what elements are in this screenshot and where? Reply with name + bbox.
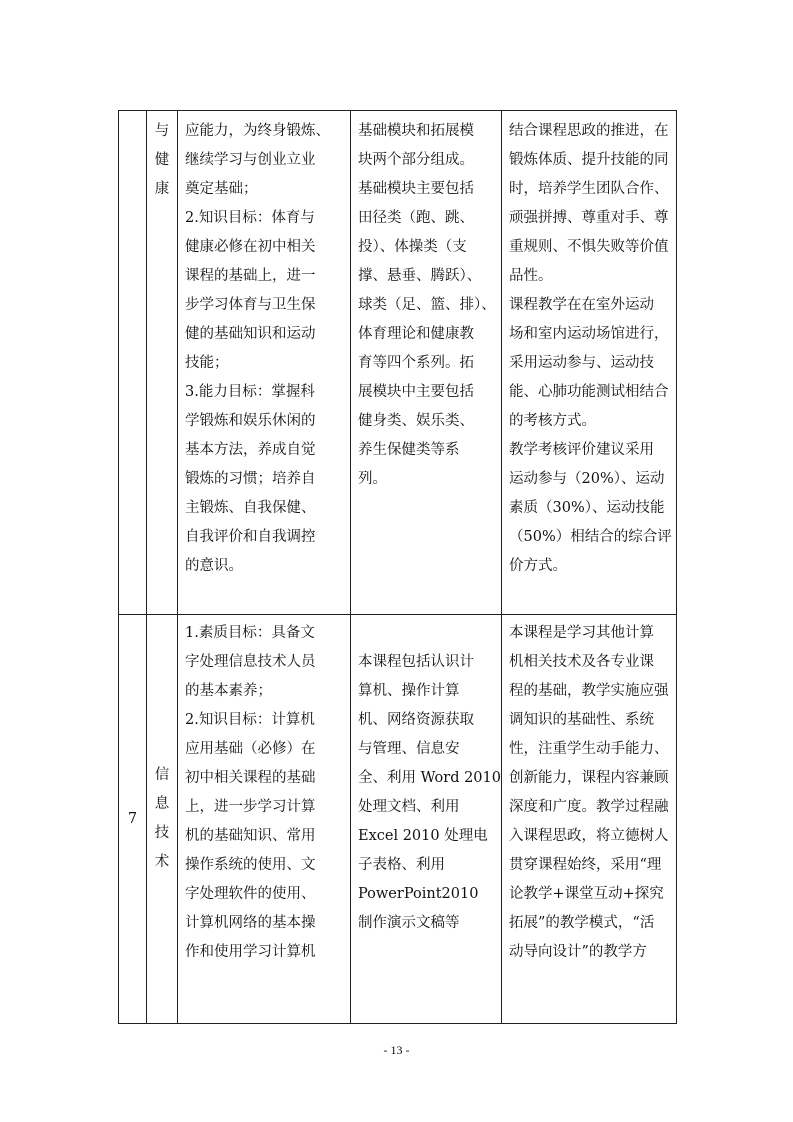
course-name-char: 与 <box>154 123 170 139</box>
content-line: 育等四个系列。拓 <box>358 355 474 371</box>
goal-line: 奠定基础； <box>185 181 258 197</box>
goal-line: 初中相关课程的基础 <box>185 770 316 786</box>
requirement-line: 的考核方式。 <box>509 413 596 429</box>
requirement-line: 时，培养学生团队合作、 <box>509 181 669 197</box>
requirement-line: 顽强拼搏、尊重对手、尊 <box>509 210 669 226</box>
content-line: 健身类、娱乐类、 <box>358 413 474 429</box>
content-line: 子表格、利用 <box>358 857 445 873</box>
course-name-cell <box>147 615 178 1024</box>
goal-line: 作和使用学习计算机 <box>185 944 316 960</box>
goal-line: 技能； <box>185 355 229 371</box>
course-name-char: 康 <box>154 181 170 197</box>
course-name-cell <box>147 111 178 615</box>
page-number: - 13 - <box>383 1043 410 1057</box>
table-row <box>119 615 677 1024</box>
table-row <box>119 111 677 615</box>
course-name-char: 信 <box>154 767 170 783</box>
course-content-cell <box>351 615 502 1024</box>
content-line: 基础模块主要包括 <box>358 181 474 197</box>
course-requirements-cell <box>502 111 677 615</box>
requirement-line: 论教学+课堂互动+探究 <box>509 886 664 902</box>
content-line: 投）、体操类（支 <box>358 239 467 255</box>
requirement-line: 场和室内运动场馆进行， <box>509 326 669 342</box>
requirement-line: 能、心肺功能测试相结合 <box>509 384 669 400</box>
course-number: 7 <box>127 810 138 827</box>
content-line: 球类（足、篮、排）、 <box>358 297 496 313</box>
requirement-line: 课程教学在在室外运动 <box>509 297 654 313</box>
requirement-line: 锻炼体质、提升技能的同 <box>509 152 669 168</box>
goal-line: 2.知识目标：计算机 <box>185 712 315 728</box>
requirement-line: 教学考核评价建议采用 <box>509 442 654 458</box>
requirement-line: 运动参与（20%）、运动 <box>509 471 665 487</box>
content-line: 养生保健类等系 <box>358 442 460 458</box>
content-line: 基础模块和拓展模 <box>358 123 474 139</box>
goal-line: 健的基础知识和运动 <box>185 326 316 342</box>
goal-line: 上，进一步学习计算 <box>185 799 316 815</box>
course-requirements-cell <box>502 615 677 1024</box>
content-line: Excel 2010 处理电 <box>358 828 488 844</box>
content-line: 机、网络资源获取 <box>358 712 474 728</box>
requirement-line: 素质（30%）、运动技能 <box>509 500 665 516</box>
goal-line: 步学习体育与卫生保 <box>185 297 316 313</box>
requirement-line: 价方式。 <box>509 558 567 574</box>
requirement-line: 入课程思政，将立德树人 <box>509 828 669 844</box>
course-goals-cell <box>178 615 351 1024</box>
course-name-char: 术 <box>154 854 170 870</box>
course-number-cell <box>119 111 147 615</box>
requirement-line: 动导向设计”的教学方 <box>509 944 647 960</box>
course-number-cell <box>119 615 147 1024</box>
content-line: 田径类（跑、跳、 <box>358 210 474 226</box>
requirement-line: 结合课程思政的推进，在 <box>509 123 669 139</box>
requirement-line: 拓展”的教学模式，“活 <box>509 915 655 931</box>
content-line: 制作演示文稿等 <box>358 915 460 931</box>
requirement-line: 创新能力，课程内容兼顾 <box>509 770 669 786</box>
requirement-line: 贯穿课程始终，采用“理 <box>509 857 662 873</box>
content-line: 本课程包括认识计 <box>358 654 474 670</box>
goal-line: 主锻炼、自我保健、 <box>185 500 316 516</box>
goal-line: 健康必修在初中相关 <box>185 239 316 255</box>
goal-line: 课程的基础上，进一 <box>185 268 316 284</box>
goal-line: 学锻炼和娱乐休闲的 <box>185 413 316 429</box>
requirement-line: 深度和广度。教学过程融 <box>509 799 669 815</box>
goal-line: 计算机网络的基本操 <box>185 915 316 931</box>
requirement-line: 品性。 <box>509 268 553 284</box>
requirement-line: （50%）相结合的综合评 <box>509 529 672 545</box>
content-line: 撑、悬垂、腾跃）、 <box>358 268 482 284</box>
course-name-char: 健 <box>154 152 170 168</box>
goal-line: 操作系统的使用、文 <box>185 857 316 873</box>
content-line: 列。 <box>358 471 387 487</box>
goal-line: 基本方法，养成自觉 <box>185 442 316 458</box>
goal-line: 的基本素养； <box>185 683 272 699</box>
goal-line: 应能力，为终身锻炼、 <box>185 123 330 139</box>
goal-line: 机的基础知识、常用 <box>185 828 316 844</box>
requirement-line: 调知识的基础性、系统 <box>509 712 654 728</box>
requirement-line: 采用运动参与、运动技 <box>509 355 654 371</box>
content-line: 与管理、信息安 <box>358 741 460 757</box>
goal-line: 锻炼的习惯；培养自 <box>185 471 316 487</box>
content-line: 展模块中主要包括 <box>358 384 474 400</box>
goal-line: 字处理信息技术人员 <box>185 654 316 670</box>
course-content-cell <box>351 111 502 615</box>
goal-line: 2.知识目标：体育与 <box>185 210 315 226</box>
goal-line: 字处理软件的使用、 <box>185 886 316 902</box>
requirement-line: 本课程是学习其他计算 <box>509 625 654 641</box>
content-line: 全、利用 Word 2010 <box>358 770 501 786</box>
content-line: PowerPoint2010 <box>358 886 479 902</box>
content-line: 处理文档、利用 <box>358 799 460 815</box>
content-line: 体育理论和健康教 <box>358 326 474 342</box>
course-name-char: 息 <box>154 796 170 812</box>
content-line: 算机、操作计算 <box>358 683 460 699</box>
goal-line: 继续学习与创业立业 <box>185 152 316 168</box>
goal-line: 的意识。 <box>185 558 243 574</box>
goal-line: 1.素质目标：具备文 <box>185 625 315 641</box>
requirement-line: 程的基础，教学实施应强 <box>509 683 669 699</box>
content-line: 块两个部分组成。 <box>358 152 474 168</box>
course-name-char: 技 <box>154 825 170 841</box>
requirement-line: 性，注重学生动手能力、 <box>509 741 669 757</box>
curriculum-table <box>118 110 677 1024</box>
goal-line: 自我评价和自我调控 <box>185 529 316 545</box>
course-goals-cell <box>178 111 351 615</box>
goal-line: 应用基础（必修）在 <box>185 741 316 757</box>
requirement-line: 重规则、不惧失败等价值 <box>509 239 669 255</box>
requirement-line: 机相关技术及各专业课 <box>509 654 654 670</box>
goal-line: 3.能力目标：掌握科 <box>185 384 315 400</box>
